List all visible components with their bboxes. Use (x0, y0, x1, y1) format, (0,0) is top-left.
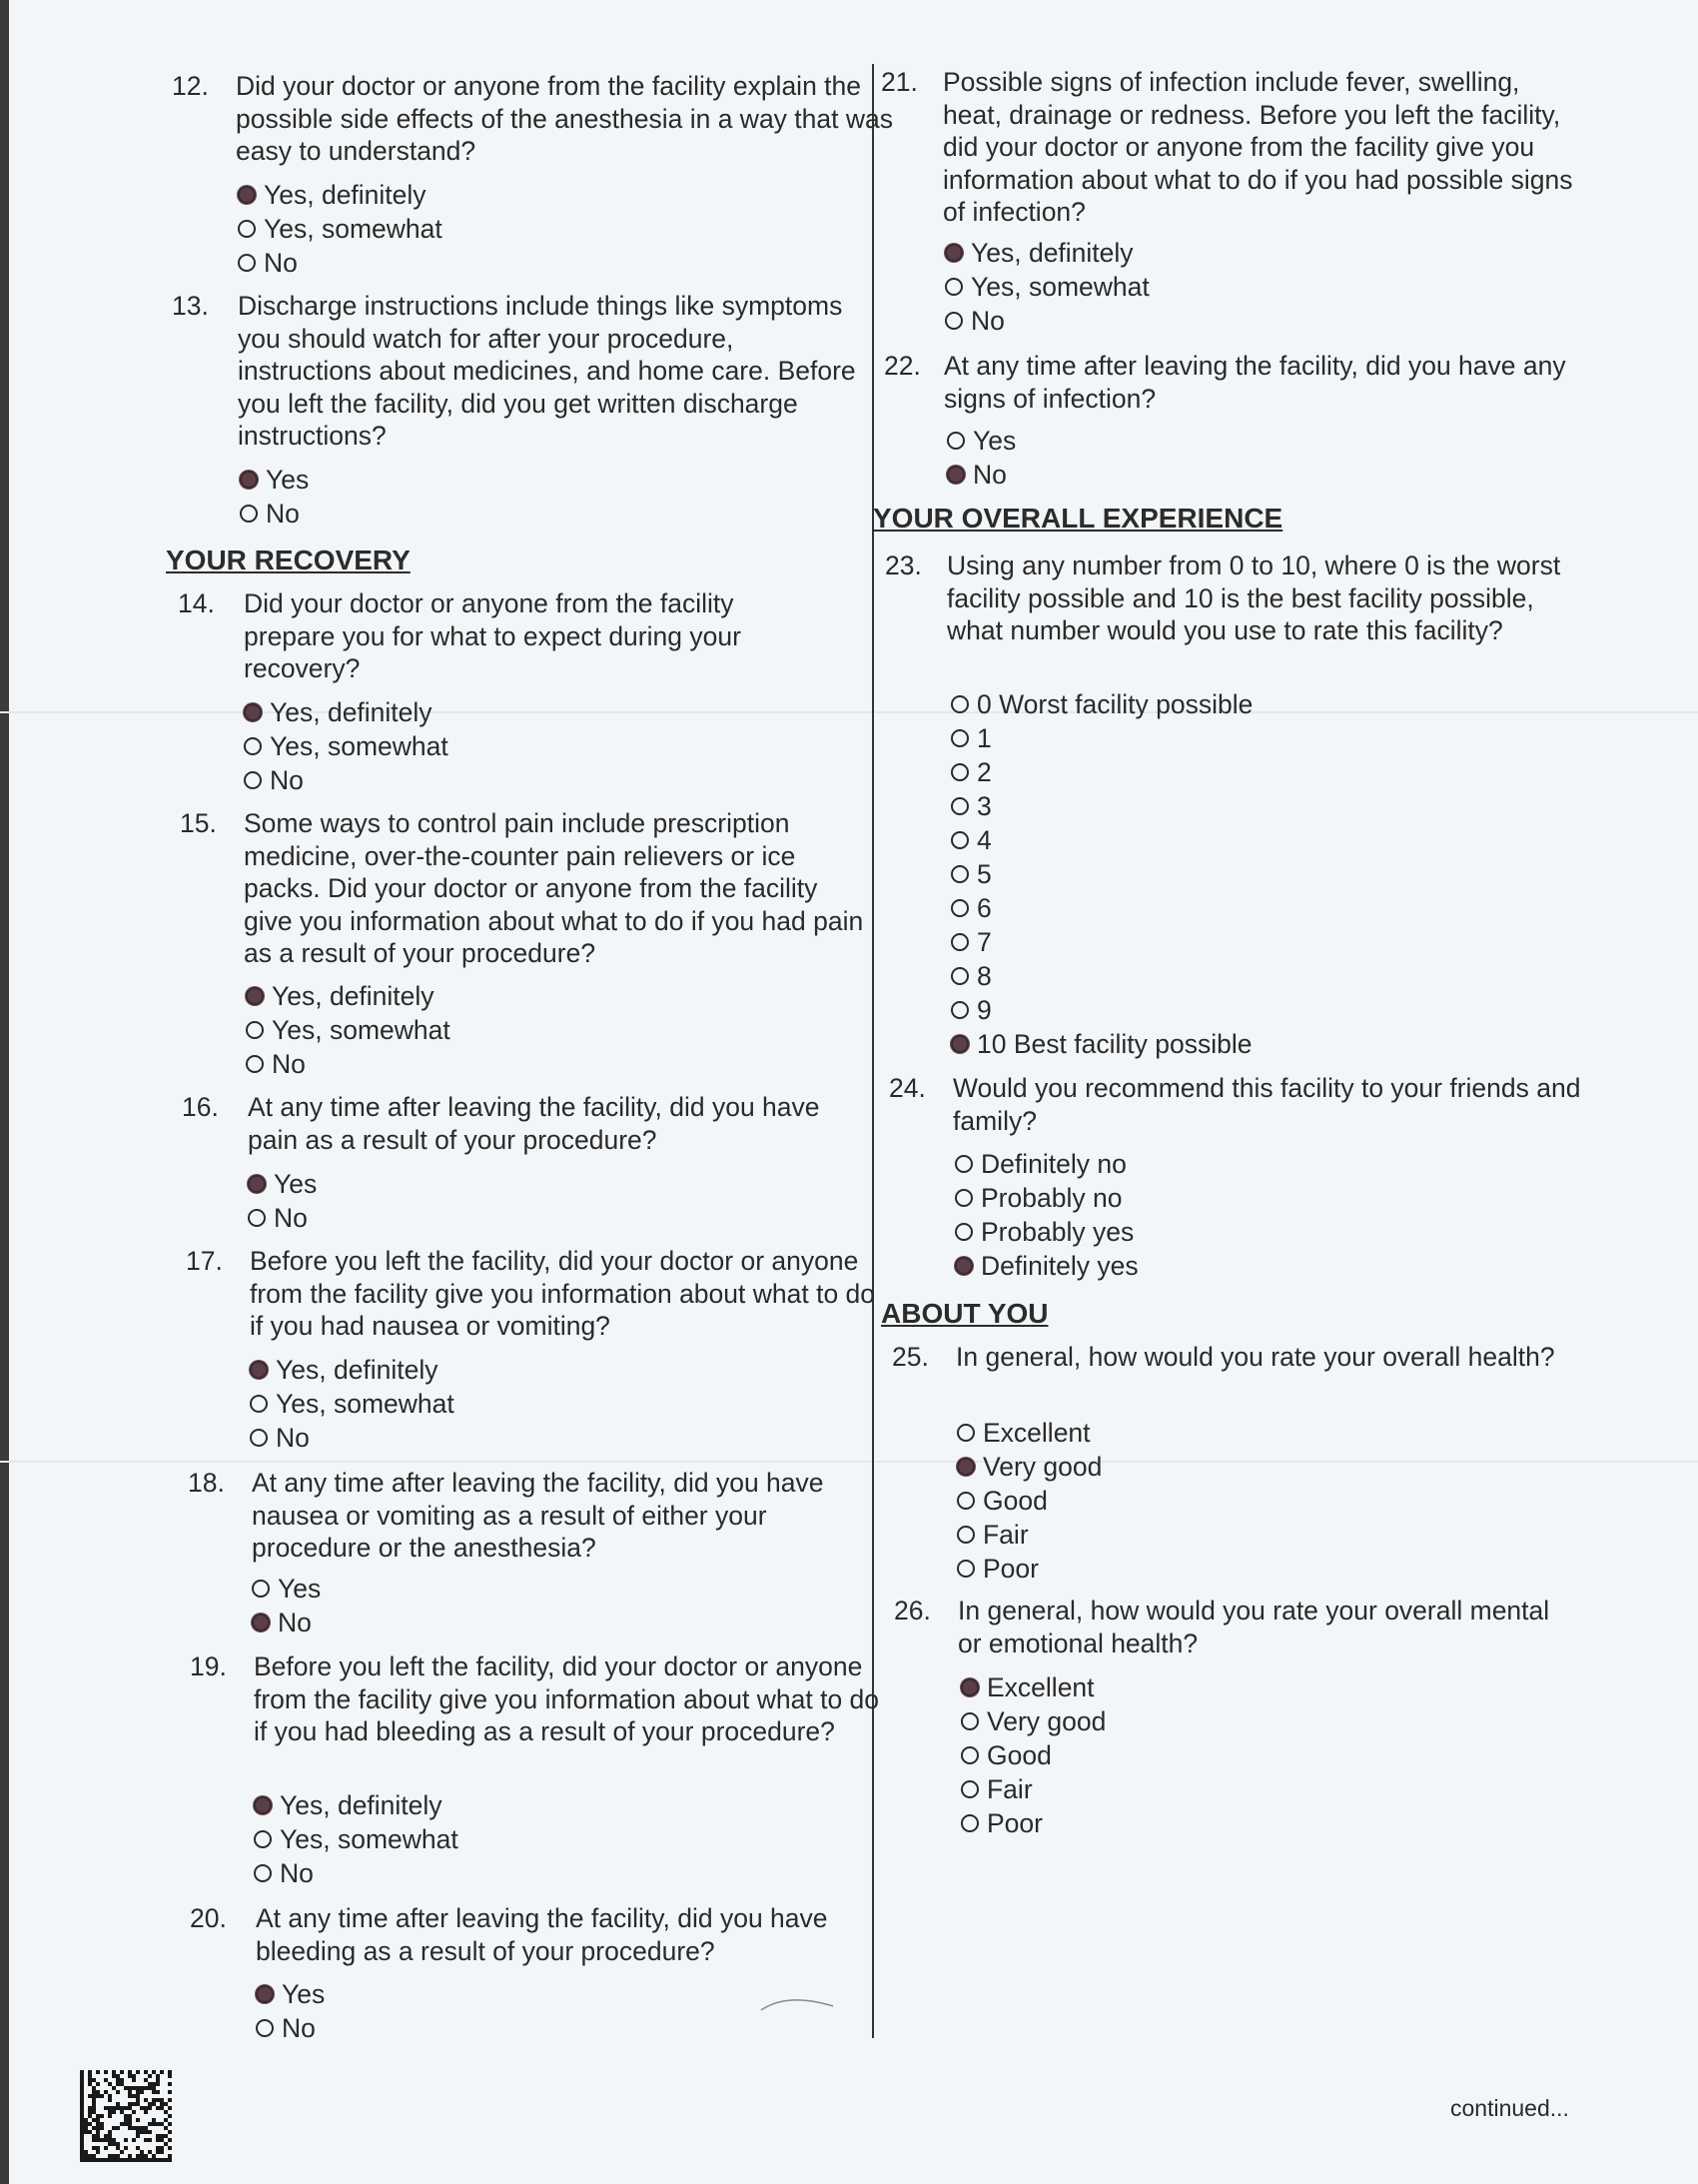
answer-option[interactable] (961, 1704, 1106, 1738)
answer-option[interactable] (246, 979, 434, 1013)
answer-option[interactable] (248, 1201, 308, 1235)
answer-option-label: Yes, somewhat (272, 1015, 450, 1045)
answer-option[interactable] (947, 458, 1007, 492)
answer-option[interactable] (955, 1215, 1134, 1249)
section-heading-overall-experience: YOUR OVERALL EXPERIENCE (873, 503, 1283, 534)
radio-empty-icon[interactable] (955, 1155, 973, 1173)
question-text: Some ways to control pain include prescription medicine, over-the-counter pain relievers or ice packs. Did your doctor or anyone from the facility give you information about what to do if you had pain as a result of your procedure? (244, 808, 864, 968)
radio-filled-icon[interactable] (250, 1361, 268, 1379)
answer-option[interactable] (244, 729, 448, 763)
question-number: 16. (182, 1092, 219, 1122)
answer-option[interactable] (961, 1806, 1043, 1840)
radio-filled-icon[interactable] (955, 1257, 973, 1275)
answer-option-label: Fair (987, 1774, 1033, 1804)
answer-option-label: Yes, somewhat (280, 1824, 458, 1854)
radio-empty-icon[interactable] (961, 1746, 979, 1764)
answer-option-label: No (971, 306, 1005, 336)
answer-option[interactable] (254, 1788, 442, 1822)
scan-edge (0, 0, 9, 2184)
answer-option[interactable] (240, 463, 309, 497)
question-text: In general, how would you rate your overall mental or emotional health? (958, 1596, 1550, 1658)
radio-empty-icon[interactable] (957, 1424, 975, 1442)
answer-option-label: Definitely no (981, 1149, 1127, 1179)
answer-option[interactable] (238, 246, 298, 280)
answer-option-label: 4 (977, 825, 992, 855)
paper-fold-line (0, 1461, 1698, 1463)
radio-empty-icon[interactable] (240, 505, 258, 523)
radio-empty-icon[interactable] (951, 899, 969, 917)
radio-empty-icon[interactable] (244, 737, 262, 755)
answer-option[interactable] (238, 212, 442, 246)
radio-empty-icon[interactable] (945, 278, 963, 296)
question-number: 13. (172, 291, 209, 321)
answer-option-label: Yes, definitely (276, 1355, 438, 1385)
answer-option[interactable] (246, 1013, 450, 1047)
radio-empty-icon[interactable] (955, 1223, 973, 1241)
answer-option-label: 8 (977, 961, 992, 991)
pen-mark (757, 1988, 837, 2018)
answer-option-label: Yes, somewhat (264, 214, 442, 244)
answer-option[interactable] (957, 1484, 1048, 1518)
radio-empty-icon[interactable] (957, 1526, 975, 1544)
answer-option-label: 0 Worst facility possible (977, 689, 1254, 719)
answer-option-label: Yes, definitely (270, 697, 432, 727)
answer-option[interactable] (951, 891, 992, 925)
answer-option[interactable] (254, 1822, 458, 1856)
answer-option[interactable] (955, 1147, 1127, 1181)
answer-option-label: Yes (274, 1169, 318, 1199)
question-text: Before you left the facility, did your doctor or anyone from the facility give you information about what to do if you had nausea or vomiting? (250, 1246, 876, 1341)
question-number: 19. (190, 1651, 227, 1681)
answer-option-label: No (264, 248, 298, 278)
answer-option-label: 5 (977, 859, 992, 889)
answer-option[interactable] (256, 2011, 316, 2045)
radio-filled-icon[interactable] (957, 1458, 975, 1476)
radio-filled-icon[interactable] (254, 1796, 272, 1814)
question-text: At any time after leaving the facility, did you have nausea or vomiting as a result of either your procedure or the anesthesia? (252, 1468, 824, 1563)
answer-option[interactable] (951, 993, 992, 1027)
answer-option-label: 1 (977, 723, 992, 753)
radio-empty-icon[interactable] (254, 1830, 272, 1848)
radio-empty-icon[interactable] (951, 831, 969, 849)
question-text: At any time after leaving the facility, did you have any signs of infection? (944, 351, 1566, 414)
answer-option-label: Yes, definitely (280, 1790, 442, 1820)
answer-option[interactable] (951, 823, 992, 857)
section-heading-recovery: YOUR RECOVERY (166, 545, 411, 575)
question-number: 15. (180, 808, 217, 838)
answer-option[interactable] (250, 1353, 438, 1387)
answer-option-label: 6 (977, 893, 992, 923)
answer-option-label: No (282, 2013, 316, 2043)
answer-option[interactable] (238, 178, 426, 212)
question-number: 25. (892, 1342, 929, 1372)
radio-empty-icon[interactable] (951, 1001, 969, 1019)
radio-empty-icon[interactable] (961, 1780, 979, 1798)
question-number: 22. (884, 351, 921, 381)
radio-filled-icon[interactable] (947, 466, 965, 484)
question-number: 26. (894, 1596, 931, 1626)
answer-option-label: Definitely yes (981, 1251, 1139, 1281)
answer-option-label: Excellent (983, 1418, 1091, 1448)
radio-empty-icon[interactable] (947, 432, 965, 450)
answer-option[interactable] (957, 1450, 1102, 1484)
answer-option-label: No (280, 1858, 314, 1888)
continued-label: continued... (1450, 2095, 1569, 2121)
radio-filled-icon[interactable] (256, 1985, 274, 2003)
radio-empty-icon[interactable] (254, 1864, 272, 1882)
answer-option[interactable] (951, 857, 992, 891)
answer-option[interactable] (951, 721, 992, 755)
answer-option[interactable] (248, 1167, 317, 1201)
answer-option-label: Yes, definitely (971, 238, 1134, 268)
question-text: In general, how would you rate your overall health? (956, 1342, 1555, 1372)
answer-option[interactable] (240, 497, 300, 531)
answer-option-label: No (272, 1049, 306, 1079)
radio-filled-icon[interactable] (244, 703, 262, 721)
question-number: 24. (889, 1073, 926, 1103)
radio-filled-icon[interactable] (240, 471, 258, 489)
radio-empty-icon[interactable] (951, 865, 969, 883)
radio-empty-icon[interactable] (246, 1021, 264, 1039)
answer-option-label: Yes, definitely (264, 180, 426, 210)
radio-filled-icon[interactable] (961, 1678, 979, 1696)
answer-option[interactable] (246, 1047, 306, 1081)
radio-empty-icon[interactable] (238, 220, 256, 238)
radio-filled-icon[interactable] (951, 1035, 969, 1053)
answer-option-label: Poor (987, 1808, 1043, 1838)
radio-filled-icon[interactable] (248, 1175, 266, 1193)
answer-option-label: No (278, 1608, 312, 1638)
answer-option[interactable] (947, 424, 1016, 458)
answer-option[interactable] (250, 1387, 454, 1421)
radio-empty-icon[interactable] (248, 1209, 266, 1227)
answer-option-label: 9 (977, 995, 992, 1025)
answer-option-label: Excellent (987, 1672, 1095, 1702)
answer-option[interactable] (945, 304, 1005, 338)
answer-option-label: No (276, 1423, 310, 1453)
radio-empty-icon[interactable] (246, 1055, 264, 1073)
question-text: At any time after leaving the facility, did you have bleeding as a result of your procedure? (256, 1903, 828, 1966)
question-text: Possible signs of infection include fever, swelling, heat, drainage or redness. Before you left the facility, did your doctor or anyone from the facility give you information about what to do if you had possible signs of infection? (943, 67, 1573, 227)
answer-option-label: 10 Best facility possible (977, 1029, 1253, 1059)
question-number: 23. (885, 550, 922, 580)
answer-option-label: Yes (266, 465, 310, 495)
answer-option[interactable] (951, 925, 992, 959)
answer-option-label: Fair (983, 1520, 1029, 1550)
question-number: 12. (172, 71, 209, 101)
data-matrix-code (80, 2070, 172, 2162)
radio-empty-icon[interactable] (955, 1189, 973, 1207)
question-text: Did your doctor or anyone from the facility prepare you for what to expect during your recovery? (244, 588, 741, 683)
answer-option-label: Yes (278, 1574, 322, 1604)
answer-option-label: No (266, 499, 300, 529)
radio-filled-icon[interactable] (252, 1614, 270, 1632)
question-number: 17. (186, 1246, 223, 1276)
answer-option-label: Yes, somewhat (276, 1389, 454, 1419)
answer-option[interactable] (252, 1572, 321, 1606)
answer-option-label: 7 (977, 927, 992, 957)
question-text: Using any number from 0 to 10, where 0 is the worst facility possible and 10 is the best facility possible, what number would you use to rate this facility? (947, 550, 1561, 645)
radio-filled-icon[interactable] (238, 186, 256, 204)
question-number: 20. (190, 1903, 227, 1933)
question-text: Discharge instructions include things like symptoms you should watch for after your procedure, instructions about medicines, and home care. Before you left the facility, did you get written discharge instructions? (238, 291, 856, 451)
radio-empty-icon[interactable] (951, 933, 969, 951)
answer-option-label: Very good (987, 1706, 1107, 1736)
answer-option[interactable] (256, 1977, 325, 2011)
answer-option[interactable] (951, 687, 1253, 721)
answer-option[interactable] (951, 755, 992, 789)
answer-option[interactable] (961, 1772, 1033, 1806)
answer-option-label: Yes, definitely (272, 981, 434, 1011)
radio-empty-icon[interactable] (951, 797, 969, 815)
radio-empty-icon[interactable] (250, 1429, 268, 1447)
radio-filled-icon[interactable] (246, 987, 264, 1005)
answer-option-label: Good (983, 1486, 1048, 1516)
section-heading-about-you: ABOUT YOU (881, 1298, 1049, 1329)
answer-option-label: Poor (983, 1554, 1039, 1584)
answer-option[interactable] (955, 1249, 1139, 1283)
radio-empty-icon[interactable] (252, 1580, 270, 1598)
answer-option-label: Very good (983, 1452, 1103, 1482)
answer-option[interactable] (244, 695, 432, 729)
radio-empty-icon[interactable] (961, 1814, 979, 1832)
question-text: At any time after leaving the facility, did you have pain as a result of your procedure? (248, 1092, 820, 1155)
answer-option-label: Yes (973, 426, 1017, 456)
radio-empty-icon[interactable] (951, 763, 969, 781)
question-number: 21. (881, 67, 918, 97)
answer-option-label: No (274, 1203, 308, 1233)
answer-option-label: No (973, 460, 1007, 490)
answer-option[interactable] (254, 1856, 314, 1890)
question-number: 14. (178, 588, 215, 618)
answer-option[interactable] (955, 1181, 1122, 1215)
radio-empty-icon[interactable] (238, 254, 256, 272)
answer-option-label: Yes, somewhat (270, 731, 448, 761)
radio-empty-icon[interactable] (951, 967, 969, 985)
answer-option[interactable] (250, 1421, 310, 1455)
answer-option-label: 2 (977, 757, 992, 787)
question-text: Did your doctor or anyone from the facility explain the possible side effects of the anesthesia in a way that was easy to understand? (236, 71, 893, 166)
radio-empty-icon[interactable] (244, 771, 262, 789)
answer-option-label: Good (987, 1740, 1052, 1770)
answer-option[interactable] (945, 270, 1150, 304)
radio-empty-icon[interactable] (945, 312, 963, 330)
answer-option[interactable] (945, 236, 1134, 270)
question-number: 18. (188, 1468, 225, 1498)
answer-option[interactable] (957, 1518, 1029, 1552)
answer-option[interactable] (957, 1552, 1039, 1586)
radio-empty-icon[interactable] (256, 2019, 274, 2037)
answer-option[interactable] (951, 959, 992, 993)
radio-empty-icon[interactable] (250, 1395, 268, 1413)
answer-option[interactable] (961, 1738, 1052, 1772)
question-text: Would you recommend this facility to your friends and family? (953, 1073, 1581, 1136)
answer-option-label: Yes (282, 1979, 326, 2009)
answer-option[interactable] (951, 789, 992, 823)
answer-option[interactable] (961, 1670, 1095, 1704)
radio-empty-icon[interactable] (951, 729, 969, 747)
answer-option-label: Probably no (981, 1183, 1123, 1213)
answer-option-label: Yes, somewhat (971, 272, 1150, 302)
radio-empty-icon[interactable] (957, 1560, 975, 1578)
answer-option-label: No (270, 765, 304, 795)
radio-filled-icon[interactable] (945, 244, 963, 262)
answer-option[interactable] (951, 1027, 1252, 1061)
radio-empty-icon[interactable] (961, 1712, 979, 1730)
answer-option-label: Probably yes (981, 1217, 1135, 1247)
answer-option[interactable] (957, 1416, 1091, 1450)
question-text: Before you left the facility, did your doctor or anyone from the facility give you information about what to do if you had bleeding as a result of your procedure? (254, 1651, 880, 1746)
radio-empty-icon[interactable] (957, 1492, 975, 1510)
radio-empty-icon[interactable] (951, 695, 969, 713)
answer-option-label: 3 (977, 791, 992, 821)
answer-option[interactable] (252, 1606, 312, 1639)
answer-option[interactable] (244, 763, 304, 797)
